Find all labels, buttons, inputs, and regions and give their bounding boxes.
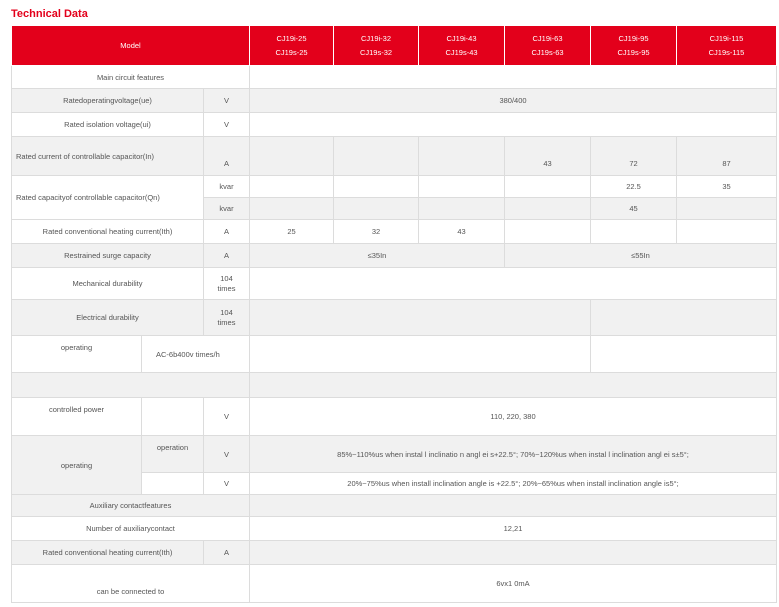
row-label: controlled power bbox=[12, 398, 142, 436]
row-label: Rated conventional heating current(Ith) bbox=[12, 541, 204, 565]
value-cell: 110, 220, 380 bbox=[250, 398, 777, 436]
model-column-header bbox=[505, 26, 591, 66]
model-line1: CJ19i-95 bbox=[618, 33, 649, 43]
model-column-header bbox=[419, 26, 505, 66]
table-row bbox=[12, 336, 777, 373]
table-row bbox=[12, 176, 777, 198]
value-cell bbox=[505, 220, 591, 244]
value-cell bbox=[250, 541, 777, 565]
model-column-header bbox=[591, 26, 677, 66]
value-cell: 43 bbox=[419, 220, 505, 244]
value-cell bbox=[419, 137, 505, 176]
unit-line2: times bbox=[217, 283, 236, 293]
unit-cell bbox=[204, 300, 250, 336]
model-line2: CJ19s-43 bbox=[445, 47, 478, 57]
unit-cell: A bbox=[204, 220, 250, 244]
value-cell: 32 bbox=[334, 220, 419, 244]
row-sublabel: AC-6b400v times/h bbox=[142, 336, 250, 373]
table-row bbox=[12, 517, 777, 541]
value-cell bbox=[250, 198, 334, 220]
unit-cell: kvar bbox=[204, 198, 250, 220]
value-cell: 45 bbox=[591, 198, 677, 220]
table-row bbox=[12, 541, 777, 565]
table-row bbox=[12, 66, 777, 89]
value-cell: 43 bbox=[505, 137, 591, 176]
table-row bbox=[12, 436, 777, 473]
table-row bbox=[12, 565, 777, 603]
value-cell bbox=[591, 220, 677, 244]
row-label: Rated isolation voltage(ui) bbox=[12, 113, 204, 137]
value-cell bbox=[250, 495, 777, 517]
value-cell bbox=[419, 176, 505, 198]
unit-cell: V bbox=[204, 113, 250, 137]
model-line2: CJ19s-115 bbox=[708, 47, 745, 57]
row-sublabel: operation bbox=[142, 436, 204, 473]
row-label: Restrained surge capacity bbox=[12, 244, 204, 268]
value-cell: 72 bbox=[591, 137, 677, 176]
table-row bbox=[12, 113, 777, 137]
model-column-header bbox=[677, 26, 777, 66]
row-label: Rated conventional heating current(Ith) bbox=[12, 220, 204, 244]
value-cell bbox=[250, 113, 777, 137]
value-cell bbox=[591, 336, 777, 373]
value-cell bbox=[334, 137, 419, 176]
page-title: Technical Data bbox=[11, 8, 88, 20]
value-cell: 6vx1 0mA bbox=[250, 565, 777, 603]
value-cell bbox=[591, 300, 777, 336]
model-line1: CJ19i-63 bbox=[532, 33, 563, 43]
row-sublabel bbox=[142, 398, 204, 436]
value-cell bbox=[505, 198, 591, 220]
unit-cell: V bbox=[204, 436, 250, 473]
value-cell: 22.5 bbox=[591, 176, 677, 198]
value-cell: 87 bbox=[677, 137, 777, 176]
unit-cell: A bbox=[204, 137, 250, 176]
row-label: Number of auxiliarycontact bbox=[12, 517, 250, 541]
technical-data-table bbox=[11, 25, 777, 603]
row-label: Mechanical durability bbox=[12, 268, 204, 300]
model-line2: CJ19s-63 bbox=[531, 47, 564, 57]
section-cell bbox=[12, 373, 250, 398]
unit-line2: times bbox=[217, 317, 236, 327]
row-label: Main circuit features bbox=[12, 66, 250, 89]
value-cell bbox=[677, 220, 777, 244]
value-cell: 380/400 bbox=[250, 89, 777, 113]
unit-line1: 104 bbox=[220, 273, 233, 283]
value-cell bbox=[250, 137, 334, 176]
value-cell: 25 bbox=[250, 220, 334, 244]
row-sublabel bbox=[142, 473, 204, 495]
value-cell bbox=[419, 198, 505, 220]
unit-cell: A bbox=[204, 541, 250, 565]
value-cell bbox=[250, 66, 777, 89]
row-label: Ratedoperatingvoltage(ue) bbox=[12, 89, 204, 113]
table-row bbox=[12, 268, 777, 300]
value-cell: 20%~75%us when install inclination angle is +22.5°; 20%~65%us when install inclination angle is5°; bbox=[250, 473, 777, 495]
row-label: Electrical durability bbox=[12, 300, 204, 336]
model-header-label: Model bbox=[120, 41, 141, 50]
value-cell bbox=[250, 373, 777, 398]
table-row bbox=[12, 373, 777, 398]
row-label: operating bbox=[12, 436, 142, 495]
value-cell bbox=[250, 176, 334, 198]
value-cell bbox=[505, 176, 591, 198]
unit-cell: kvar bbox=[204, 176, 250, 198]
model-column-header bbox=[334, 26, 419, 66]
model-line1: CJ19i-25 bbox=[276, 33, 307, 43]
table-row bbox=[12, 220, 777, 244]
model-line2: CJ19s-95 bbox=[617, 47, 650, 57]
unit-cell: V bbox=[204, 398, 250, 436]
model-line1: CJ19i-43 bbox=[446, 33, 477, 43]
table-row bbox=[12, 137, 777, 176]
unit-cell: V bbox=[204, 89, 250, 113]
unit-cell: V bbox=[204, 473, 250, 495]
value-cell bbox=[334, 176, 419, 198]
table-row bbox=[12, 398, 777, 436]
value-cell bbox=[677, 198, 777, 220]
row-label: Rated capacityof controllable capacitor(Qn) bbox=[12, 176, 204, 220]
table-row bbox=[12, 244, 777, 268]
unit-cell bbox=[204, 268, 250, 300]
row-label: operating bbox=[12, 336, 142, 373]
row-label: Auxiliary contactfeatures bbox=[12, 495, 250, 517]
model-line1: CJ19i-32 bbox=[360, 33, 391, 43]
header-row bbox=[12, 26, 777, 66]
value-cell bbox=[250, 300, 591, 336]
value-cell: 12,21 bbox=[250, 517, 777, 541]
table-row bbox=[12, 300, 777, 336]
value-cell: ≤55In bbox=[505, 244, 777, 268]
value-cell: ≤35In bbox=[250, 244, 505, 268]
model-line2: CJ19s-25 bbox=[275, 47, 308, 57]
value-cell: 35 bbox=[677, 176, 777, 198]
value-cell: 85%~110%us when instal l inclinatio n angl ei s+22.5°; 70%~120%us when instal l inclination angl ei s±5°; bbox=[250, 436, 777, 473]
unit-line1: 104 bbox=[220, 307, 233, 317]
row-label: Rated current of controllable capacitor(In) bbox=[12, 137, 204, 176]
table-row bbox=[12, 495, 777, 517]
model-line2: CJ19s-32 bbox=[359, 47, 393, 57]
table-row bbox=[12, 89, 777, 113]
model-header bbox=[12, 26, 250, 66]
value-cell bbox=[250, 336, 591, 373]
model-line1: CJ19i-115 bbox=[709, 33, 744, 43]
value-cell bbox=[334, 198, 419, 220]
row-label: can be connected to bbox=[12, 565, 250, 603]
value-cell bbox=[250, 268, 777, 300]
unit-cell: A bbox=[204, 244, 250, 268]
model-column-header bbox=[250, 26, 334, 66]
